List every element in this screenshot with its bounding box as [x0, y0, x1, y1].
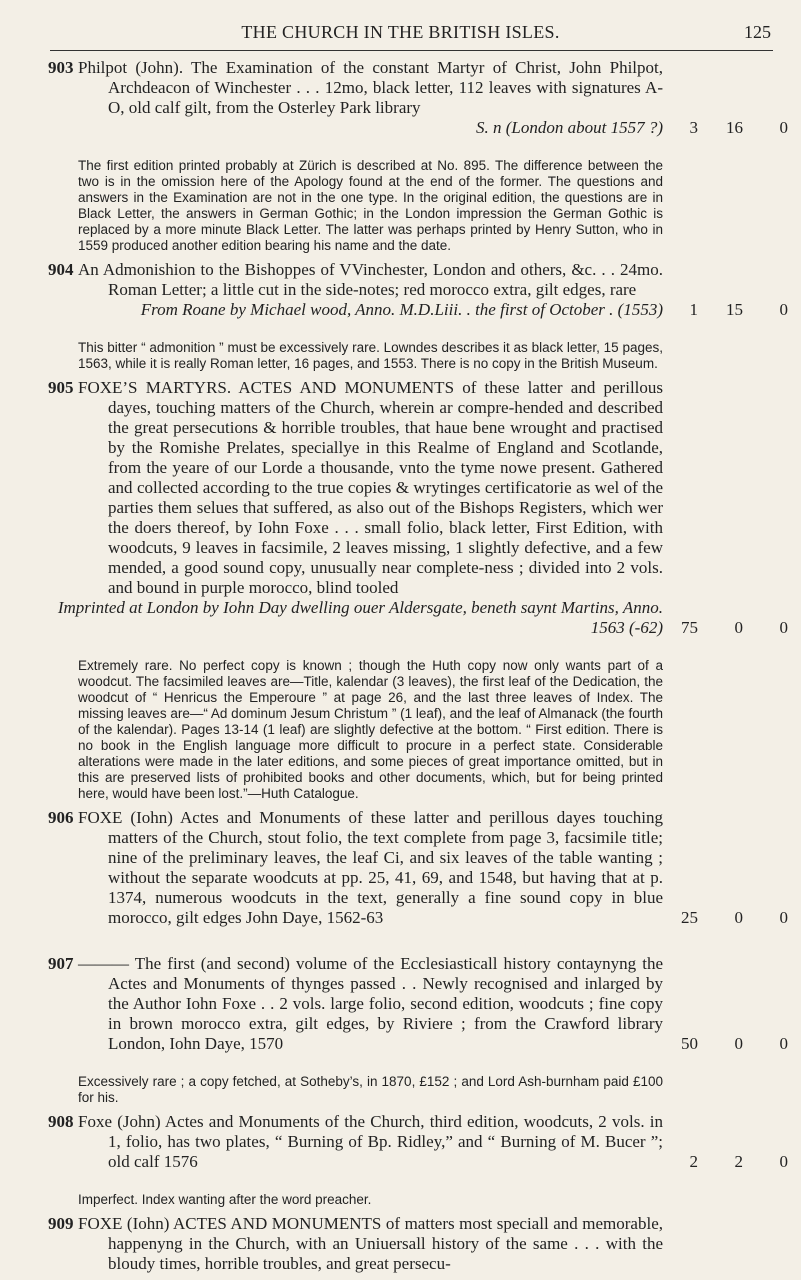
entry-number: 905 [48, 378, 74, 397]
catalogue-entry [48, 954, 788, 1106]
price-pence: 0 [779, 1152, 788, 1171]
price-shillings: 0 [734, 908, 743, 927]
entry-number: 906 [48, 808, 74, 827]
price-pence: 0 [779, 118, 788, 137]
entry-imprint: S. n (London about 1557 ?) [476, 118, 663, 137]
entry-heading: ——— The first (and second) volume of the Ecclesiasticall history contaynyng the Actes and Monuments of thynges passed . . Newly recognised and inlarged by the Author Iohn Foxe . . 2 vols. large folio, second edition, woodcuts ; fine copy in brown morocco extra, gilt edges, by Riviere ; from the Crawford library London, Iohn Daye, 1570 [78, 954, 663, 1053]
catalogue-entries [48, 58, 788, 1280]
entry-number: 904 [48, 260, 74, 279]
entry-price [668, 300, 788, 320]
page-number: 125 [744, 22, 771, 42]
entry-note: Extremely rare. No perfect copy is known ; though the Huth copy now only wants part of a woodcut. The facsimiled leaves are—Title, kalendar (3 leaves), the first leaf of the Dedication, the woodcut of “ Henricus the Emperoure ” at page 26, and the last three leaves of Index. The missing leaves are—“ Ad dominum Jesum Christum ” (1 leaf), and the leaf of Almanack (the fourth of the kalendar). Pages 13-14 (1 leaf) are slightly defective at the bottom. “ First edition. There is no book in the English language more difficult to procure in a perfect state. Considerable alterations were made in the later editions, and some pieces of great importance omitted, but in this are preserved lists of prohibited books and other documents, which, but for being printed here, would have been lost.”—Huth Catalogue. [78, 658, 663, 801]
price-pounds: 1 [689, 300, 698, 319]
catalogue-entry [48, 1112, 788, 1208]
catalogue-entry [48, 378, 788, 802]
entry-heading: Foxe (John) Actes and Monuments of the Church, third edition, woodcuts, 2 vols. in 1, folio, has two plates, “ Burning of Bp. Ridley,” and “ Burning of M. Bucer ”; old calf 1576 [78, 1112, 663, 1171]
entry-note: The first edition printed probably at Zürich is described at No. 895. The difference between the two is in the omission here of the Apology found at the end of the former. The questions and answers in the Examination are not in the one type. In the original edition, the questions are in Black Letter, the answers in German Gothic; in the London impression the German Gothic is replaced by a more minute Black Letter. The latter was perhaps printed by Henry Sutton, who in 1559 produced another edition bearing his name and the date. [78, 158, 663, 253]
entry-price [668, 1152, 788, 1172]
entry-price [668, 118, 788, 138]
header-rule [50, 50, 773, 51]
entry-price [668, 618, 788, 638]
entry-heading: FOXE’S MARTYRS. ACTES AND MONUMENTS of these latter and perillous dayes, touching matters of the Church, wherein ar compre-hended and described the great persecutions & horrible troubles, that haue bene wrought and practised by the Romishe Prelates, speciallye in this Realme of England and Scotlande, from the yeare of our Lorde a thousande, vnto the tyme nowe present. Gathered and collected according to the true copies & wrytinges certificatorie as wel of the parties them selues that suffered, as also out of the Bishops Registers, which wer the doers thereof, by Iohn Foxe . . . small folio, black letter, First Edition, with woodcuts, 9 leaves in facsimile, 2 leaves missing, 1 slightly defective, and a few mended, a good sound copy, unusually near complete-ness ; divided into 2 vols. and bound in purple morocco, blind tooled [78, 378, 663, 597]
price-pence: 0 [779, 300, 788, 319]
entry-imprint: From Roane by Michael wood, Anno. M.D.Liii. . the first of October . (1553) [140, 300, 663, 319]
running-title: THE CHURCH IN THE BRITISH ISLES. [241, 22, 560, 42]
entry-heading: Philpot (John). The Examination of the constant Martyr of Christ, John Philpot, Archdeacon of Winchester . . . 12mo, black letter, 112 leaves with signatures A-O, old calf gilt, from the Osterley Park library [78, 58, 663, 117]
price-shillings: 15 [726, 300, 743, 319]
entry-number: 908 [48, 1112, 74, 1131]
entry-price [668, 1034, 788, 1054]
price-pounds: 2 [689, 1152, 698, 1171]
price-pence: 0 [779, 908, 788, 927]
catalogue-entry [48, 808, 788, 948]
entry-note: Excessively rare ; a copy fetched, at Sotheby’s, in 1870, £152 ; and Lord Ash-burnham paid £100 for his. [78, 1074, 663, 1105]
catalogue-entry [48, 1214, 663, 1274]
price-pounds: 3 [689, 118, 698, 137]
price-pounds: 50 [681, 1034, 698, 1053]
entry-note: Imperfect. Index wanting after the word preacher. [78, 1192, 372, 1207]
entry-number: 903 [48, 58, 74, 77]
price-pence: 0 [779, 618, 788, 637]
entry-number: 907 [48, 954, 74, 973]
price-shillings: 2 [734, 1152, 743, 1171]
entry-heading: FOXE (Iohn) ACTES AND MONUMENTS of matters most speciall and memorable, happenyng in the Church, with an Uniuersall history of the same . . . with the bloudy times, horrible troubles, and great persecu- [78, 1214, 663, 1273]
entry-heading: FOXE (Iohn) Actes and Monuments of these latter and perillous dayes touching matters of the Church, stout folio, the text complete from page 3, facsimile title; nine of the preliminary leaves, the leaf Ci, and six leaves of the table wanting ; without the separate woodcuts at pp. 25, 41, 69, and 1548, but having that at p. 1374, numerous woodcuts in the text, generally a fine sound copy in blue morocco, gilt edges John Daye, 1562-63 [78, 808, 663, 927]
entry-number: 909 [48, 1214, 74, 1233]
price-shillings: 0 [734, 1034, 743, 1053]
price-pounds: 25 [681, 908, 698, 927]
running-head [0, 0, 801, 40]
entry-price [668, 908, 788, 928]
price-pence: 0 [779, 1034, 788, 1053]
price-shillings: 16 [726, 118, 743, 137]
entry-note: This bitter “ admonition ” must be excessively rare. Lowndes describes it as black letter, 15 pages, 1563, while it is really Roman letter, 16 pages, and 1553. There is no copy in the British Museum. [78, 340, 663, 371]
entry-heading: An Admonishion to the Bishoppes of VVinchester, London and others, &c. . . 24mo. Roman Letter; a little cut in the side-notes; red morocco extra, gilt edges, rare [78, 260, 663, 299]
catalogue-entry [48, 58, 788, 254]
price-shillings: 0 [734, 618, 743, 637]
catalogue-entry [48, 260, 788, 372]
price-pounds: 75 [681, 618, 698, 637]
entry-imprint: Imprinted at London by Iohn Day dwelling ouer Aldersgate, beneth saynt Martins, Anno. 1563 (-62) [57, 598, 663, 637]
